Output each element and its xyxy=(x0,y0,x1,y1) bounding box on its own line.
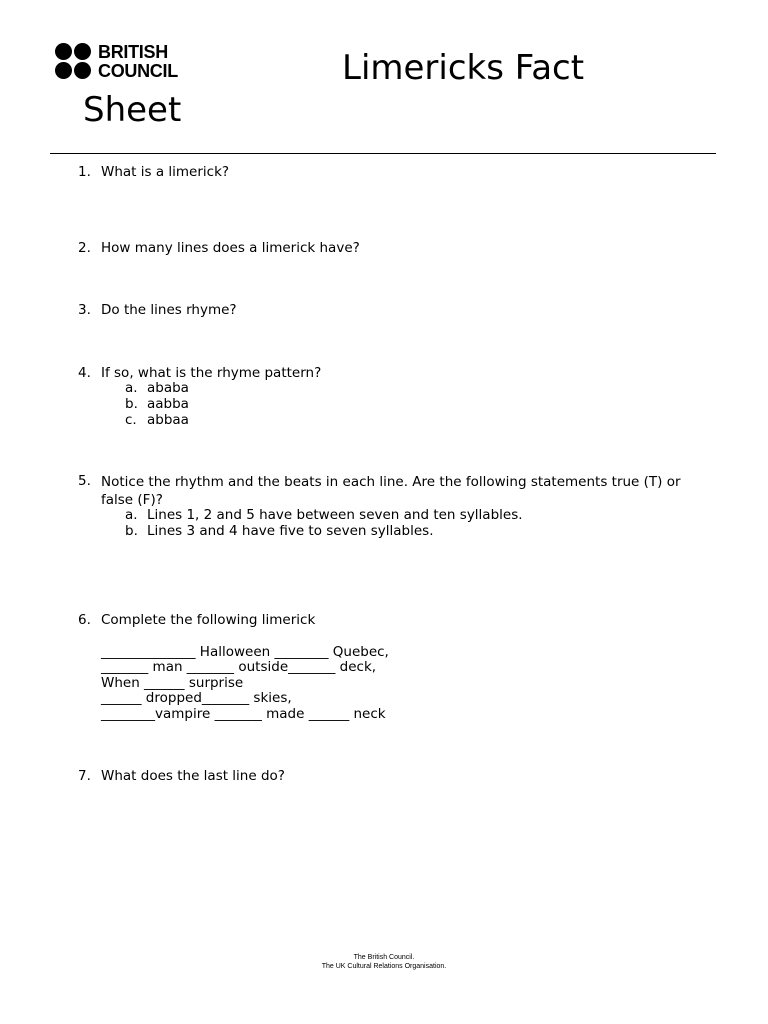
question-5 xyxy=(78,473,718,537)
footer-line-1: The British Council. xyxy=(353,954,415,961)
limerick-line: _______ man _______ outside_______ deck, xyxy=(101,659,377,675)
limerick-line: ______________ Halloween ________ Quebec, xyxy=(101,644,389,660)
question-text: How many lines does a limerick have? xyxy=(101,240,360,256)
footer-line-2: The UK Cultural Relations Organisation. xyxy=(321,963,447,970)
option-c xyxy=(125,412,189,428)
question-number: 6. xyxy=(78,612,91,628)
option-a xyxy=(125,507,523,523)
limerick-line: ________vampire _______ made ______ neck xyxy=(101,706,386,722)
page-title-line-1: Limericks Fact xyxy=(342,48,585,88)
option-letter: a. xyxy=(125,380,138,396)
page-title-line-2: Sheet xyxy=(83,90,182,130)
option-letter: c. xyxy=(125,412,137,428)
option-b xyxy=(125,396,189,412)
question-6 xyxy=(78,612,718,724)
logo-wordmark xyxy=(98,43,178,81)
option-text: ababa xyxy=(147,380,189,396)
british-council-logo xyxy=(55,43,195,81)
question-3 xyxy=(78,302,718,318)
question-text: Notice the rhythm and the beats in each line. Are the following statements true (T) or false (F)? xyxy=(101,474,681,508)
question-number: 3. xyxy=(78,302,91,318)
question-text: Do the lines rhyme? xyxy=(101,302,237,318)
question-number: 2. xyxy=(78,240,91,256)
page-footer xyxy=(0,953,768,971)
question-number: 1. xyxy=(78,164,91,180)
question-2 xyxy=(78,240,718,256)
header-divider xyxy=(50,153,716,154)
logo-dots-icon xyxy=(55,43,93,81)
option-text: Lines 1, 2 and 5 have between seven and ten syllables. xyxy=(147,507,523,523)
question-7 xyxy=(78,768,718,784)
option-letter: a. xyxy=(125,507,138,523)
question-text: Complete the following limerick xyxy=(101,612,316,628)
question-number: 7. xyxy=(78,768,91,784)
limerick-line: When ______ surprise xyxy=(101,675,244,691)
question-1 xyxy=(78,164,718,180)
option-a xyxy=(125,380,189,396)
option-text: Lines 3 and 4 have five to seven syllables. xyxy=(147,523,434,539)
option-text: abbaa xyxy=(147,412,189,428)
question-text: If so, what is the rhyme pattern? xyxy=(101,365,322,381)
logo-line-2: COUNCIL xyxy=(98,61,178,81)
question-text: What is a limerick? xyxy=(101,164,230,180)
option-letter: b. xyxy=(125,523,138,539)
question-4 xyxy=(78,365,718,429)
option-letter: b. xyxy=(125,396,138,412)
question-text: What does the last line do? xyxy=(101,768,285,784)
option-text: aabba xyxy=(147,396,189,412)
logo-line-1: BRITISH xyxy=(98,42,168,62)
question-number: 4. xyxy=(78,365,91,381)
option-b xyxy=(125,523,434,539)
question-number: 5. xyxy=(78,473,91,489)
limerick-line: ______ dropped_______ skies, xyxy=(101,690,292,706)
